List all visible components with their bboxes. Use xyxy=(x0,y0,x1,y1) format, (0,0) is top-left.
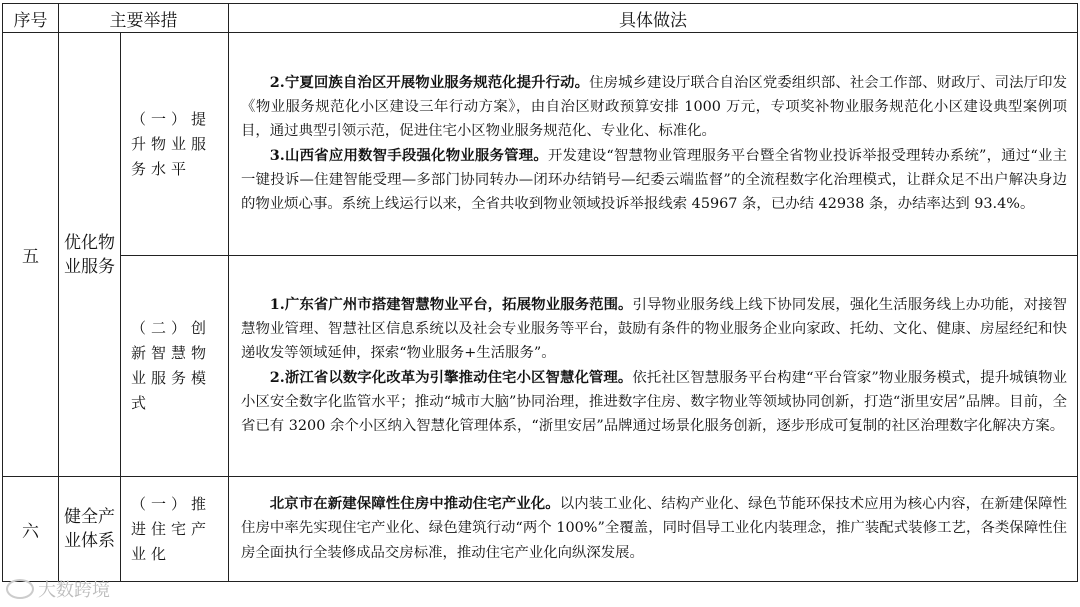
detail-item xyxy=(241,366,1067,439)
item-text: 依托社区智慧服务平台构建“平台管家”物业服务模式，提升城镇物业小区安全数字化监管水平；推动“城市大脑”协同治理，推进数字住房、数字物业等领域协同创新，打造“浙里安居”品牌。目前，全省已有 3200 余个小区纳入智慧化管理体系，“浙里安居”品牌通过场景化服务创新，逐步形成可复制的社区治理数字化解决方案。 xyxy=(241,369,1067,434)
detail-cell xyxy=(229,256,1078,477)
watermark xyxy=(6,576,110,602)
row-num: 六 xyxy=(3,477,59,582)
row-category: 健全产业体系 xyxy=(59,477,121,582)
header-detail: 具体做法 xyxy=(229,4,1078,33)
item-title: 3.山西省应用数智手段强化物业服务管理。 xyxy=(269,146,548,164)
sub-measure-label: （一）推进住宅产业化 xyxy=(121,477,229,582)
detail-item xyxy=(241,492,1067,565)
item-text: 开发建设“智慧物业管理服务平台暨全省物业投诉举报受理转办系统”，通过“业主一键投诉—住建智能受理—多部门协同转办—闭环办结销号—纪委云端监督”的全流程数字化治理模式，让群众足不出户解决身边的物业烦心事。系统上线运行以来，全省共收到物业领域投诉举报线索 45967 条，已办结 42938 条，办结率达到 93.4%。 xyxy=(241,147,1068,212)
item-title: 2.宁夏回族自治区开展物业服务规范化提升行动。 xyxy=(269,73,590,91)
item-title: 北京市在新建保障性住房中推动住宅产业化。 xyxy=(269,495,560,513)
item-title: 2.浙江省以数字化改革为引擎推动住宅小区智慧化管理。 xyxy=(269,368,633,386)
table-row xyxy=(3,33,1078,256)
sub-measure-label: （二）创新智慧物业服务模式 xyxy=(121,256,229,477)
detail-item xyxy=(241,71,1067,144)
detail-item xyxy=(241,144,1067,217)
header-measure: 主要举措 xyxy=(59,4,229,33)
sub-measure-label: （一）提升物业服务水平 xyxy=(121,33,229,256)
watermark-logo-icon xyxy=(6,579,34,599)
header-row xyxy=(3,4,1078,33)
item-title: 1.广东省广州市搭建智慧物业平台，拓展物业服务范围。 xyxy=(269,295,633,313)
watermark-text: 大数跨境 xyxy=(38,580,110,601)
row-num: 五 xyxy=(3,33,59,477)
detail-cell xyxy=(229,477,1078,582)
header-num: 序号 xyxy=(3,4,59,33)
detail-item xyxy=(241,293,1067,366)
item-text: 以内装工业化、结构产业化、绿色节能环保技术应用为核心内容，在新建保障性住房中率先实现住宅产业化、绿色建筑行动“两个 100%”全覆盖，同时倡导工业化内装理念，推广装配式装修工艺，各类保障性住房全面执行全装修成品交房标准，推动住宅产业化向纵深发展。 xyxy=(241,496,1067,561)
item-text: 引导物业服务线上线下协同发展，强化生活服务线上办功能，对接智慧物业管理、智慧社区信息系统以及社会专业服务等平台，鼓励有条件的物业服务企业向家政、托幼、文化、健康、房屋经纪和快递收发等领域延伸，探索“物业服务+生活服务”。 xyxy=(241,296,1067,362)
policy-table xyxy=(2,3,1078,582)
table-row xyxy=(3,256,1078,477)
detail-cell xyxy=(229,33,1078,256)
row-category: 优化物业服务 xyxy=(59,33,121,477)
table-row xyxy=(3,477,1078,582)
item-text: 住房城乡建设厅联合自治区党委组织部、社会工作部、财政厅、司法厅印发《物业服务规范化小区建设三年行动方案》，由自治区财政预算安排 1000 万元，专项奖补物业服务规范化小区建设典型案例项目，通过典型引领示范，促进住宅小区物业服务规范化、专业化、标准化。 xyxy=(241,74,1067,140)
